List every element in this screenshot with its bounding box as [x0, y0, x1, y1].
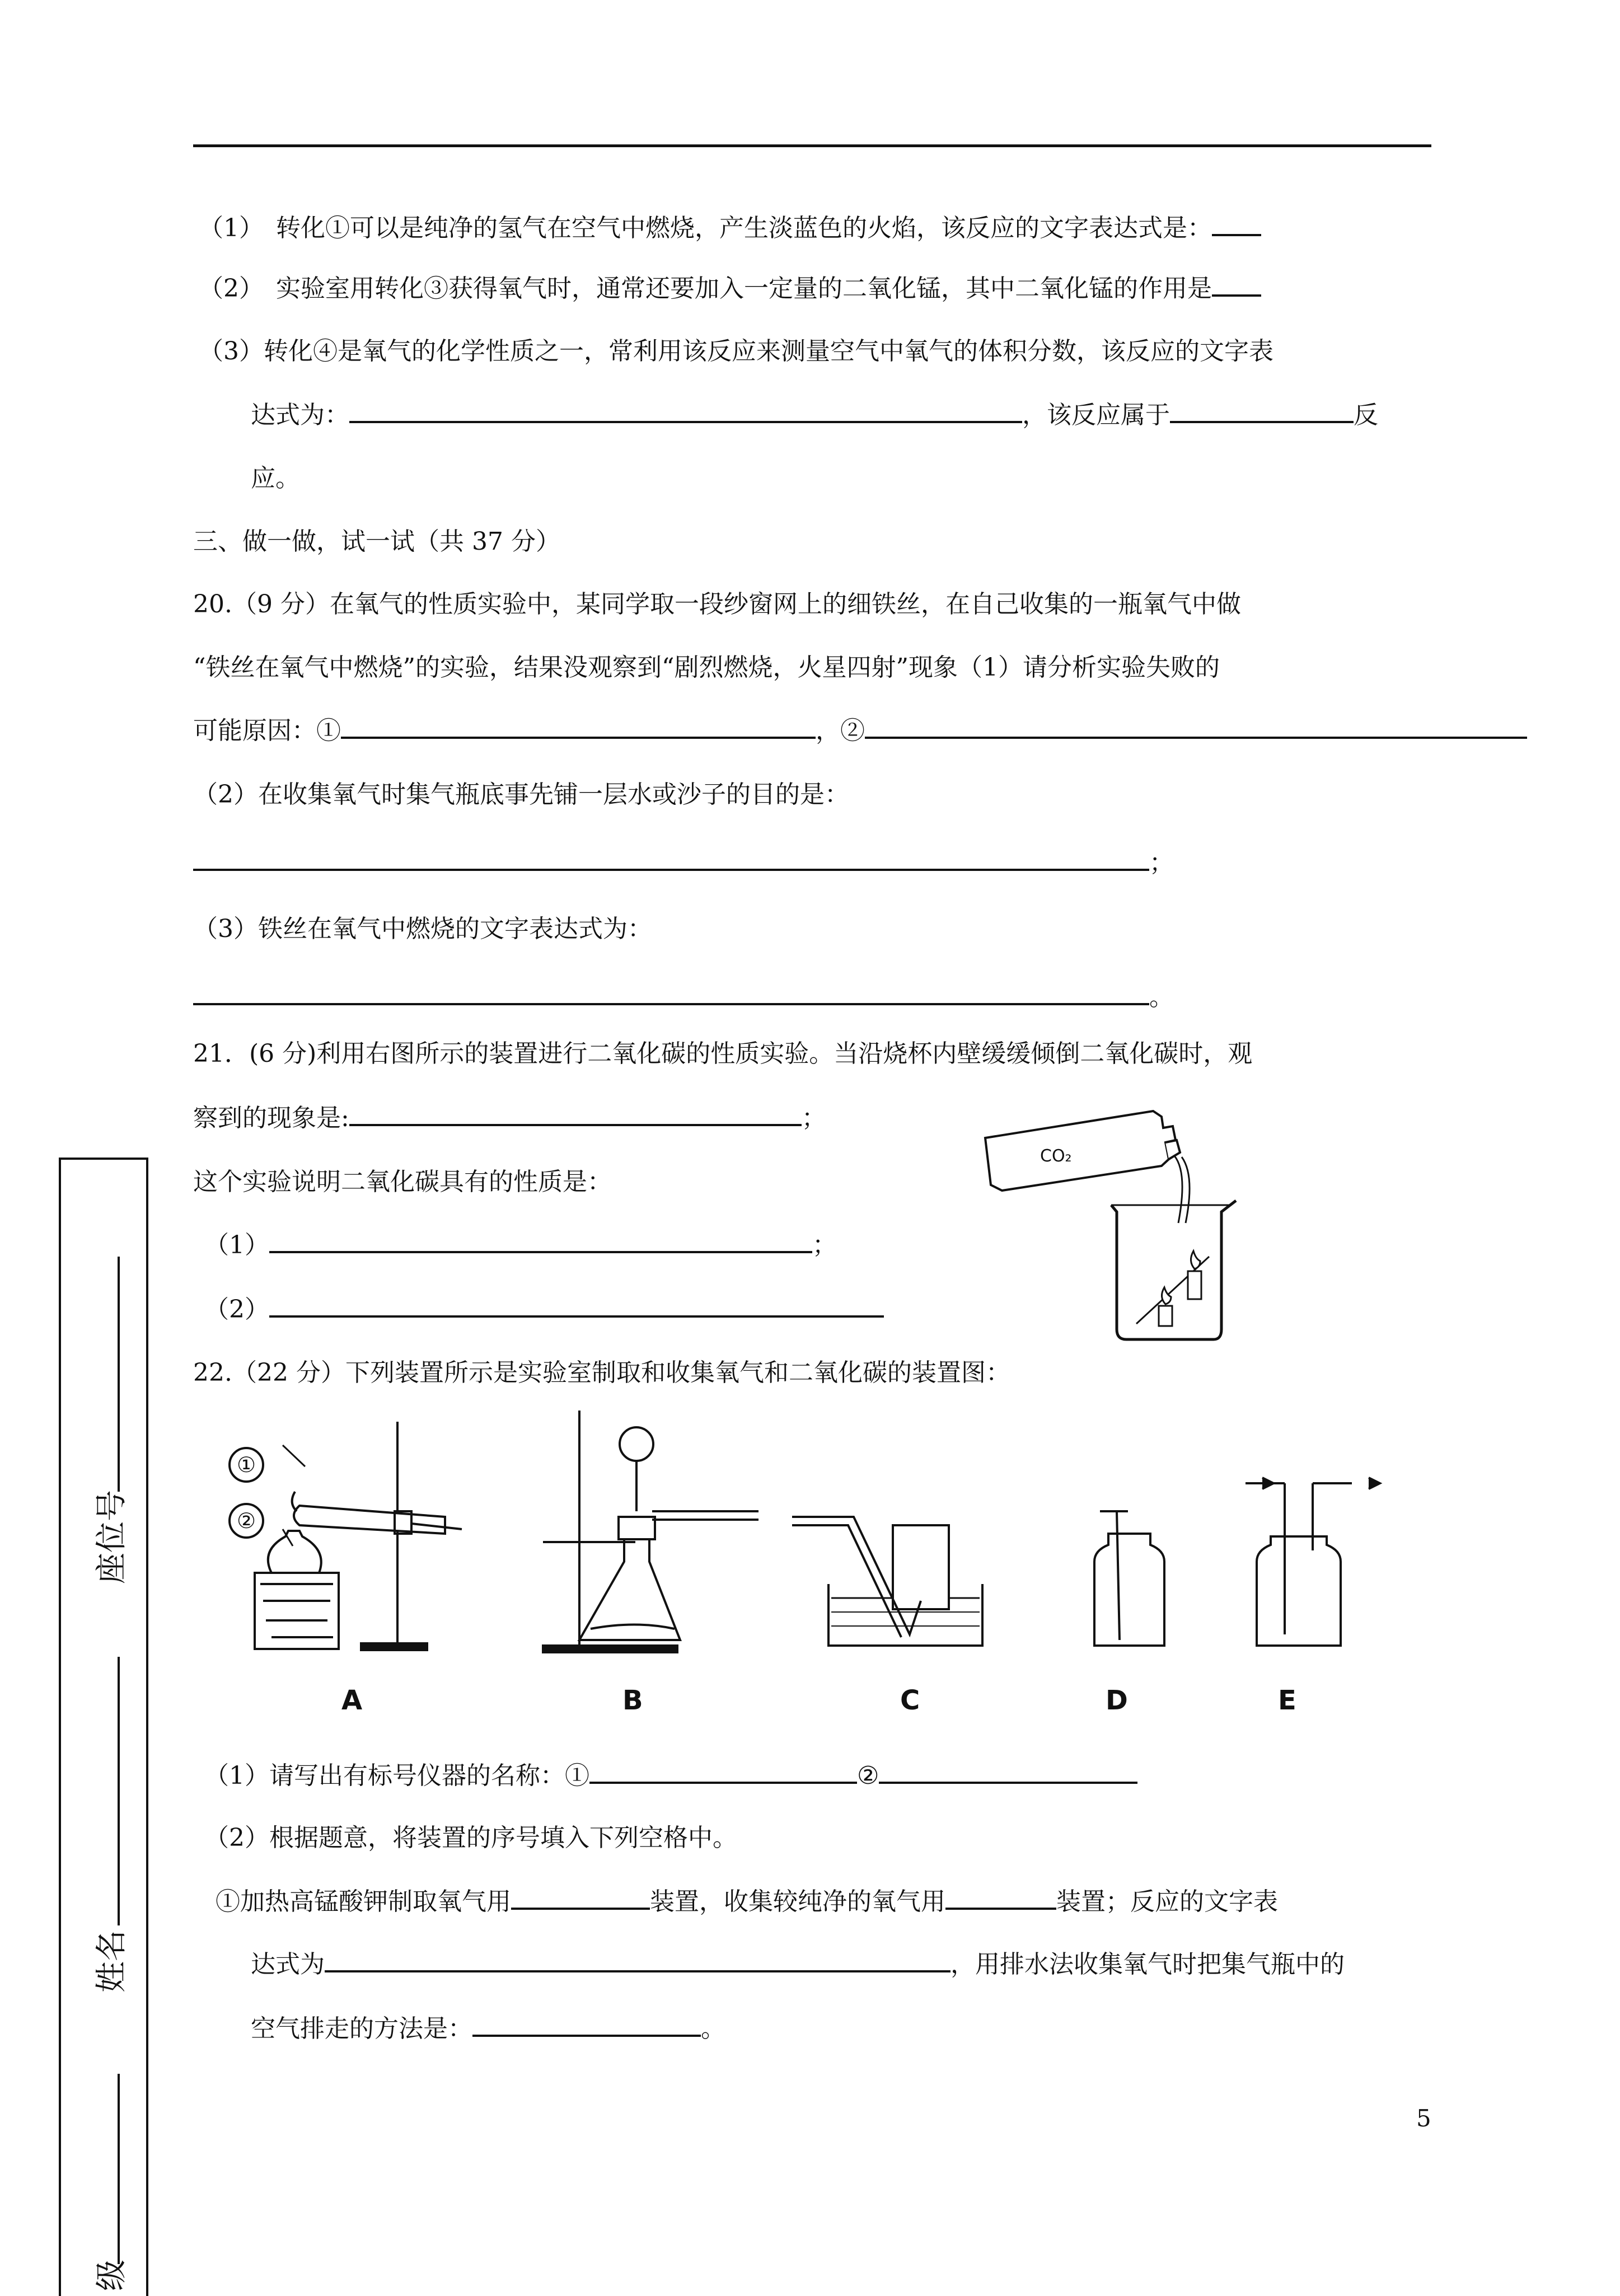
answer-blank[interactable]: [589, 1759, 857, 1784]
q20-text: 。: [1149, 983, 1174, 1011]
callout-1: ①: [236, 1452, 256, 1477]
q19-text: 应。: [251, 464, 300, 493]
q21-text: 察到的现象是:: [193, 1104, 349, 1132]
answer-blank[interactable]: [511, 1885, 650, 1910]
page-number: 5: [1416, 2105, 1431, 2132]
q21-line4: [204, 1229, 837, 1262]
name-blank[interactable]: [118, 1657, 120, 1925]
co2-beaker-figure: [968, 1105, 1260, 1346]
q22-text: ②: [857, 1761, 879, 1790]
q20-line7: [193, 981, 1174, 1014]
class-blank[interactable]: [118, 2074, 120, 2264]
tall-candle: [1188, 1251, 1201, 1299]
q21-line5: [204, 1293, 884, 1327]
q20-text: 20.（9 分）在氧气的性质实验中，某同学取一段纱窗网上的细铁丝，在自己收集的一瓶氧气中做: [193, 590, 1241, 618]
q22-text: 空气排走的方法是：: [251, 2014, 472, 2043]
section-title-text: 三、做一做，试一试（共 37 分）: [193, 527, 560, 556]
apparatus-d: [1094, 1511, 1164, 1646]
q21-text: （1）: [204, 1231, 269, 1259]
q20-text: ；: [1149, 849, 1174, 877]
q22-text: 。: [701, 2014, 725, 2043]
answer-blank[interactable]: [269, 1229, 812, 1253]
q20-line1: [193, 588, 1241, 621]
q20-line5: [193, 846, 1174, 880]
answer-blank[interactable]: [1212, 272, 1261, 297]
co2-bottle: [985, 1111, 1180, 1191]
label-b: B: [622, 1685, 643, 1716]
answer-blank[interactable]: [193, 846, 1149, 871]
answer-blank[interactable]: [193, 981, 1149, 1005]
name-label: 姓名: [93, 1930, 130, 1993]
q20-line6: [193, 912, 652, 946]
q21-line1: [193, 1037, 1252, 1071]
answer-blank[interactable]: [269, 1293, 884, 1318]
label-c: C: [900, 1685, 920, 1716]
q22-text: 达式为: [251, 1950, 325, 1979]
q20-line3: [193, 714, 1527, 748]
q20-text: （2）在收集氧气时集气瓶底事先铺一层水或沙子的目的是：: [193, 780, 849, 809]
q21-text: 这个实验说明二氧化碳具有的性质是：: [193, 1168, 612, 1196]
apparatus-e: [1246, 1478, 1380, 1646]
gas-stream: [1174, 1156, 1182, 1223]
apparatus-a: [230, 1422, 462, 1650]
apparatus-figure: [221, 1399, 1402, 1662]
answer-blank[interactable]: [349, 1102, 802, 1126]
binding-strip: [59, 1158, 148, 2296]
q19-part1-text: （1） 转化①可以是纯净的氢气在空气中燃烧，产生淡蓝色的火焰，该反应的文字表达式是：: [199, 214, 1212, 242]
q20-text: （3）铁丝在氧气中燃烧的文字表达式为：: [193, 915, 652, 943]
header-rule: [193, 144, 1431, 147]
q19-part3-end: [251, 462, 300, 495]
q19-part2: [199, 272, 1261, 306]
q21-text: 21．(6 分)利用右图所示的装置进行二氧化碳的性质实验。当沿烧杯内壁缓缓倾倒二氧化碳时，观: [193, 1039, 1253, 1068]
section-title: [193, 525, 560, 559]
q22-text: （1）请写出有标号仪器的名称：①: [204, 1761, 589, 1790]
co2-bottle-label: CO₂: [1040, 1146, 1072, 1166]
seat-number-blank[interactable]: [118, 1257, 120, 1492]
q19-text: 反: [1354, 401, 1378, 429]
q22-sub3: [216, 1885, 1278, 1919]
seat-number-label: 座位号: [93, 1490, 130, 1584]
q20-text: “铁丝在氧气中燃烧”的实验，结果没观察到“剧烈燃烧，火星四射”现象（1）请分析实验失败的: [193, 653, 1220, 682]
label-a: A: [341, 1685, 363, 1716]
answer-blank[interactable]: [945, 1885, 1056, 1910]
q20-text: ，②: [816, 716, 865, 745]
apparatus-b: [543, 1411, 759, 1652]
q22-line1: [193, 1356, 1010, 1390]
answer-blank[interactable]: [472, 2012, 701, 2037]
q19-text: 达式为：: [251, 401, 349, 429]
q19-part3: [199, 335, 1273, 368]
q22-text: 22.（22 分）下列装置所示是实验室制取和收集氧气和二氧化碳的装置图：: [193, 1358, 1010, 1387]
q19-part3-text: （3）转化④是氧气的化学性质之一，常利用该反应来测量空气中氧气的体积分数，该反应的文字表: [199, 337, 1273, 366]
answer-blank[interactable]: [1170, 399, 1354, 423]
callout-2: ②: [236, 1508, 256, 1533]
q21-text: （2）: [204, 1295, 269, 1324]
q22-text: 装置，收集较纯净的氧气用: [650, 1887, 945, 1916]
q21-text: ；: [812, 1231, 837, 1259]
beaker: [1111, 1201, 1236, 1339]
apparatus-c: [792, 1517, 982, 1646]
answer-blank[interactable]: [879, 1759, 1137, 1784]
q20-line2: [193, 651, 1220, 685]
q22-sub5: [251, 2012, 725, 2046]
answer-blank[interactable]: [341, 714, 816, 739]
answer-blank[interactable]: [1212, 212, 1261, 236]
q22-text: （2）根据题意，将装置的序号填入下列空格中。: [204, 1824, 737, 1852]
q22-sub2: [204, 1821, 737, 1855]
label-e: E: [1278, 1685, 1296, 1716]
q19-part2-text: （2） 实验室用转化③获得氧气时，通常还要加入一定量的二氧化锰，其中二氧化锰的作用是: [199, 274, 1212, 303]
q19-part3-cont: [251, 399, 1378, 432]
q22-sub4: [251, 1948, 1345, 1981]
q22-text: ①加热高锰酸钾制取氧气用: [216, 1887, 511, 1916]
q22-text: 装置；反应的文字表: [1056, 1887, 1278, 1916]
answer-blank[interactable]: [865, 714, 1527, 739]
q20-text: 可能原因：①: [193, 716, 341, 745]
q21-text: ；: [801, 1104, 826, 1132]
class-label: 级: [93, 2260, 130, 2291]
q22-sub1: [204, 1759, 1137, 1793]
answer-blank[interactable]: [349, 399, 1022, 423]
label-d: D: [1106, 1685, 1128, 1716]
q19-part1: [199, 212, 1261, 245]
q22-text: ，用排水法收集氧气时把集气瓶中的: [951, 1950, 1345, 1979]
q21-line3: [193, 1165, 612, 1199]
answer-blank[interactable]: [325, 1948, 951, 1972]
q20-line4: [193, 778, 849, 812]
q19-text: ，该反应属于: [1022, 401, 1170, 429]
q21-line2: [193, 1102, 826, 1135]
